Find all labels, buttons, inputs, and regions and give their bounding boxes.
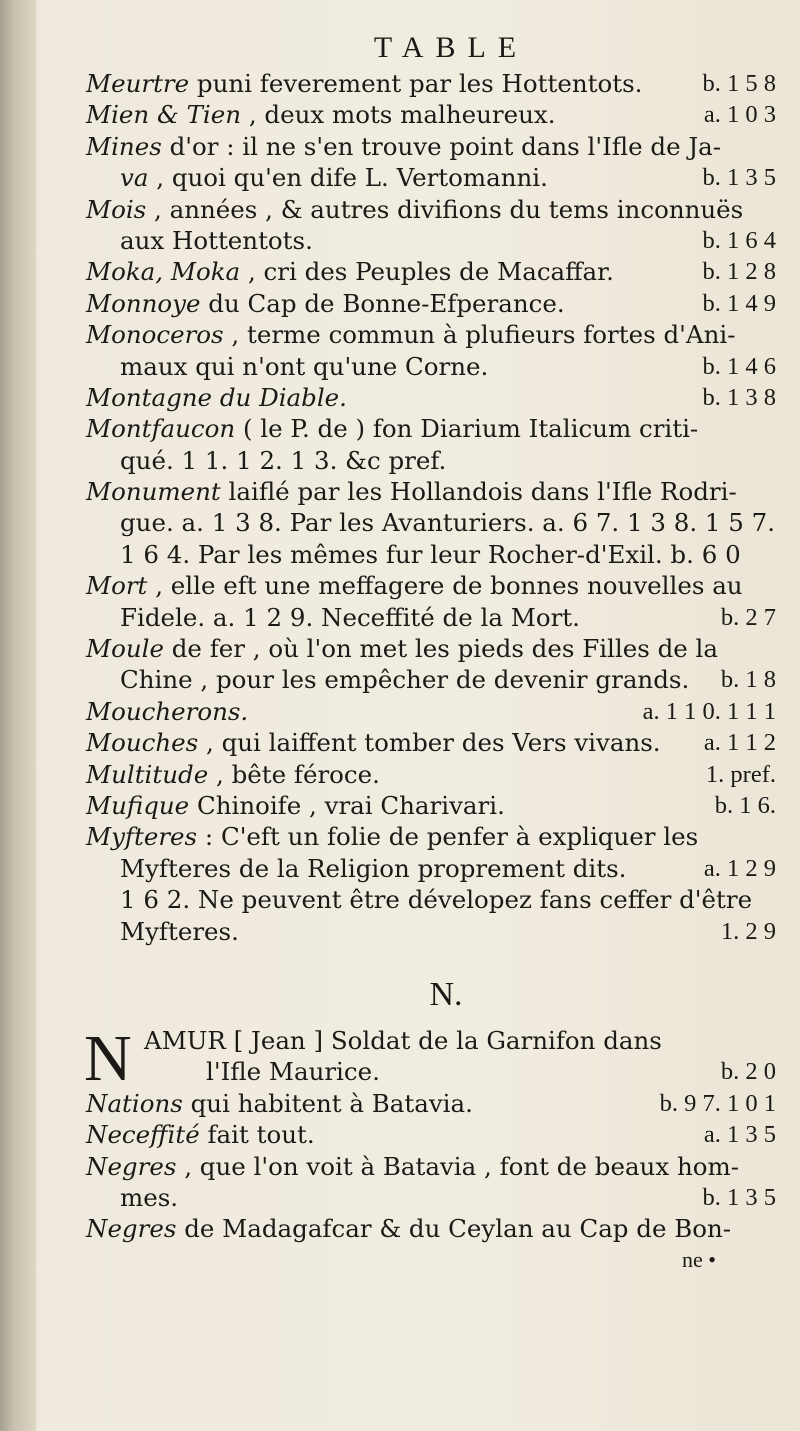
entry-keyword: Mien & Tien	[86, 100, 242, 130]
entry-text: , terme commun à plufieurs fortes d'Ani-	[223, 320, 736, 350]
entry-text: 1 6 4. Par les mêmes fur leur Rocher-d'Exil. b. 6 0	[120, 539, 741, 569]
entry-keyword: Montfaucon	[86, 414, 236, 444]
entry-line	[86, 68, 776, 99]
page-ref: b. 1 3 5	[702, 1183, 776, 1211]
entry-text: laiflé par les Hollandois dans l'Ifle Rodri-	[220, 477, 737, 507]
index-entry	[86, 99, 776, 130]
entry-text: , années , & autres divifions du tems inconnuës	[146, 194, 744, 224]
entry-line	[86, 131, 776, 162]
page-ref: b. 1 2 8	[702, 258, 776, 286]
entry-text: puni feverement par les Hottentots.	[189, 69, 643, 98]
page-header: TABLE	[373, 31, 529, 64]
entry-line	[86, 633, 776, 664]
entry-text: Chine , pour les empêcher de devenir grands.	[120, 665, 690, 695]
page-ref: a. 1 2 9	[703, 854, 776, 882]
entry-line: l'Ifle Maurice. b. 2 0	[206, 1057, 776, 1087]
entry-line	[86, 1213, 776, 1244]
index-entry	[86, 790, 776, 821]
index-content	[86, 28, 776, 1276]
page-ref: b. 1 8	[720, 666, 776, 694]
entry-text: , deux mots malheureux.	[241, 100, 556, 130]
page-ref: a. 1 0 3	[703, 101, 776, 129]
entry-line	[86, 382, 776, 413]
entry-line	[86, 727, 776, 758]
entry-text: : C'eft un folie de penfer à expliquer les	[197, 822, 699, 852]
entry-text: fait tout.	[199, 1120, 315, 1150]
entry-line	[86, 288, 776, 319]
entry-keyword: va	[120, 163, 149, 193]
entry-line	[86, 413, 776, 444]
section-letter: N.	[429, 975, 463, 1013]
entry-text: qué. 1 1. 1 2. 1 3. &c pref.	[120, 445, 447, 475]
entry-line	[86, 1151, 776, 1182]
entry-line	[86, 570, 776, 601]
entry-text: Fidele. a. 1 2 9. Neceffité de la Mort.	[120, 602, 580, 632]
entry-line	[86, 225, 776, 256]
page-ref: b. 9 7. 1 0 1	[659, 1089, 776, 1117]
entry-keyword: Montagne du Diable.	[86, 382, 347, 412]
index-entry	[86, 821, 776, 947]
index-entry	[86, 1119, 776, 1150]
entry-line	[86, 1119, 776, 1150]
page-ref: b. 1 3 8	[702, 383, 776, 411]
entry-text: aux Hottentots.	[120, 225, 313, 255]
index-entry	[86, 288, 776, 319]
page-ref: b. 1 3 5	[702, 164, 776, 192]
entry-line	[86, 759, 776, 790]
catchword: ne •	[682, 1246, 716, 1272]
entry-text: 1 6 2. Ne peuvent être dévelopez fans ceffer d'être	[120, 885, 753, 915]
entry-line	[86, 696, 776, 727]
entry-keyword: Mouches	[86, 728, 199, 758]
index-entry	[86, 68, 776, 99]
entry-line	[86, 1088, 776, 1119]
index-entry	[86, 1088, 776, 1119]
entry-keyword: Moucherons.	[86, 696, 249, 726]
index-entry	[86, 319, 776, 382]
entry-text: , quoi qu'en dife L. Vertomanni.	[148, 163, 548, 193]
entry-text: d'or : il ne s'en trouve point dans l'Ifle de Ja-	[161, 131, 722, 161]
entry-line	[86, 99, 776, 130]
entry-text: , elle eft une meffagere de bonnes nouvelles au	[147, 571, 743, 601]
entry-text: de fer , où l'on met les pieds des Filles de la	[163, 634, 719, 664]
entry-keyword: Mufique	[86, 790, 190, 820]
entry-text: , qui laiffent tomber des Vers vivans.	[198, 728, 661, 758]
page-ref: a. 1 3 5	[703, 1121, 776, 1149]
entry-keyword: Mort	[86, 571, 148, 601]
page-ref: b. 1 4 9	[702, 289, 776, 317]
entries-n	[86, 1088, 776, 1245]
entry-text: Chinoife , vrai Charivari.	[189, 790, 505, 820]
entry-text: Myfteres.	[120, 916, 239, 946]
entry-line	[86, 445, 776, 476]
index-entry	[86, 570, 776, 633]
entry-text: Myfteres de la Religion proprement dits.	[120, 853, 627, 883]
entry-line	[86, 539, 776, 570]
index-entry	[86, 759, 776, 790]
entry-line	[86, 884, 776, 915]
page-ref: b. 1 6.	[714, 791, 776, 819]
entry-keyword: Multitude	[86, 759, 209, 789]
index-entry	[86, 1151, 776, 1214]
entry-line: AMUR [ Jean ] Soldat de la Garnifon dans	[144, 1025, 662, 1055]
entry-line	[86, 853, 776, 884]
entry-line	[86, 664, 776, 695]
drop-cap: N	[84, 1021, 132, 1095]
index-entry	[86, 696, 776, 727]
index-entry	[86, 476, 776, 570]
index-entry	[86, 633, 776, 696]
entry-keyword: Monoceros	[86, 320, 224, 350]
entry-text: , bête féroce.	[208, 759, 380, 789]
entry-keyword: Moule	[86, 634, 164, 664]
entry-line	[86, 256, 776, 287]
index-entry	[86, 382, 776, 413]
page-ref: b. 1 4 6	[702, 352, 776, 380]
index-entry	[86, 1213, 776, 1244]
entry-text: du Cap de Bonne-Efperance.	[200, 288, 565, 318]
entry-text: , cri des Peuples de Macaffar.	[240, 257, 614, 287]
entry-line	[86, 351, 776, 382]
entry-keyword: Nations	[86, 1088, 183, 1118]
entry-text: mes.	[120, 1182, 179, 1212]
entry-line	[86, 162, 776, 193]
index-entry	[86, 194, 776, 257]
entry-keyword: Neceffité	[86, 1120, 200, 1150]
entry-keyword: Monument	[86, 477, 221, 507]
entry-keyword: Mines	[86, 131, 162, 161]
index-entry	[86, 131, 776, 194]
entry-line	[86, 1182, 776, 1213]
entry-line	[86, 194, 776, 225]
entry-line	[86, 507, 776, 538]
entry-text: maux qui n'ont qu'une Corne.	[120, 351, 489, 381]
index-entry	[86, 256, 776, 287]
page-ref: b. 1 6 4	[702, 226, 776, 254]
entry-keyword: Monnoye	[86, 288, 201, 318]
page-ref: b. 1 5 8	[702, 70, 776, 97]
page-ref: 1. 2 9	[720, 917, 776, 945]
page-gutter	[0, 0, 36, 1431]
entry-text: qui habitent à Batavia.	[182, 1088, 473, 1118]
page-ref: a. 1 1 2	[703, 729, 776, 757]
entry-text: , que l'on voit à Batavia , font de beaux hom-	[176, 1151, 739, 1181]
entry-keyword: Meurtre	[86, 69, 190, 98]
entry-text: gue. a. 1 3 8. Par les Avanturiers. a. 6 7. 1 3 8. 1 5 7.	[120, 508, 776, 538]
page-ref: a. 1 1 0. 1 1 1	[642, 697, 776, 725]
entry-keyword: Mois	[86, 194, 147, 224]
entry-keyword: Moka, Moka	[86, 257, 241, 287]
entry-line	[86, 821, 776, 852]
index-entry	[86, 413, 776, 476]
entry-line	[86, 319, 776, 350]
entry-line	[86, 790, 776, 821]
entry-text: de Madagafcar & du Ceylan au Cap de Bon-	[176, 1214, 732, 1244]
page-ref: 1. pref.	[705, 760, 776, 788]
entries-m	[86, 68, 776, 947]
entry-line	[86, 476, 776, 507]
entry-text: ( le P. de ) fon Diarium Italicum criti-	[235, 414, 699, 444]
entry-keyword: Negres	[86, 1214, 177, 1244]
entry-keyword: Negres	[86, 1151, 177, 1181]
page-ref: b. 2 7	[720, 603, 776, 631]
entry-line	[86, 916, 776, 947]
page-ref: b. 2 0	[720, 1058, 776, 1086]
entry-keyword: Myfteres	[86, 822, 198, 852]
namur-entry	[84, 1021, 776, 1095]
index-entry	[86, 727, 776, 758]
entry-line	[86, 602, 776, 633]
